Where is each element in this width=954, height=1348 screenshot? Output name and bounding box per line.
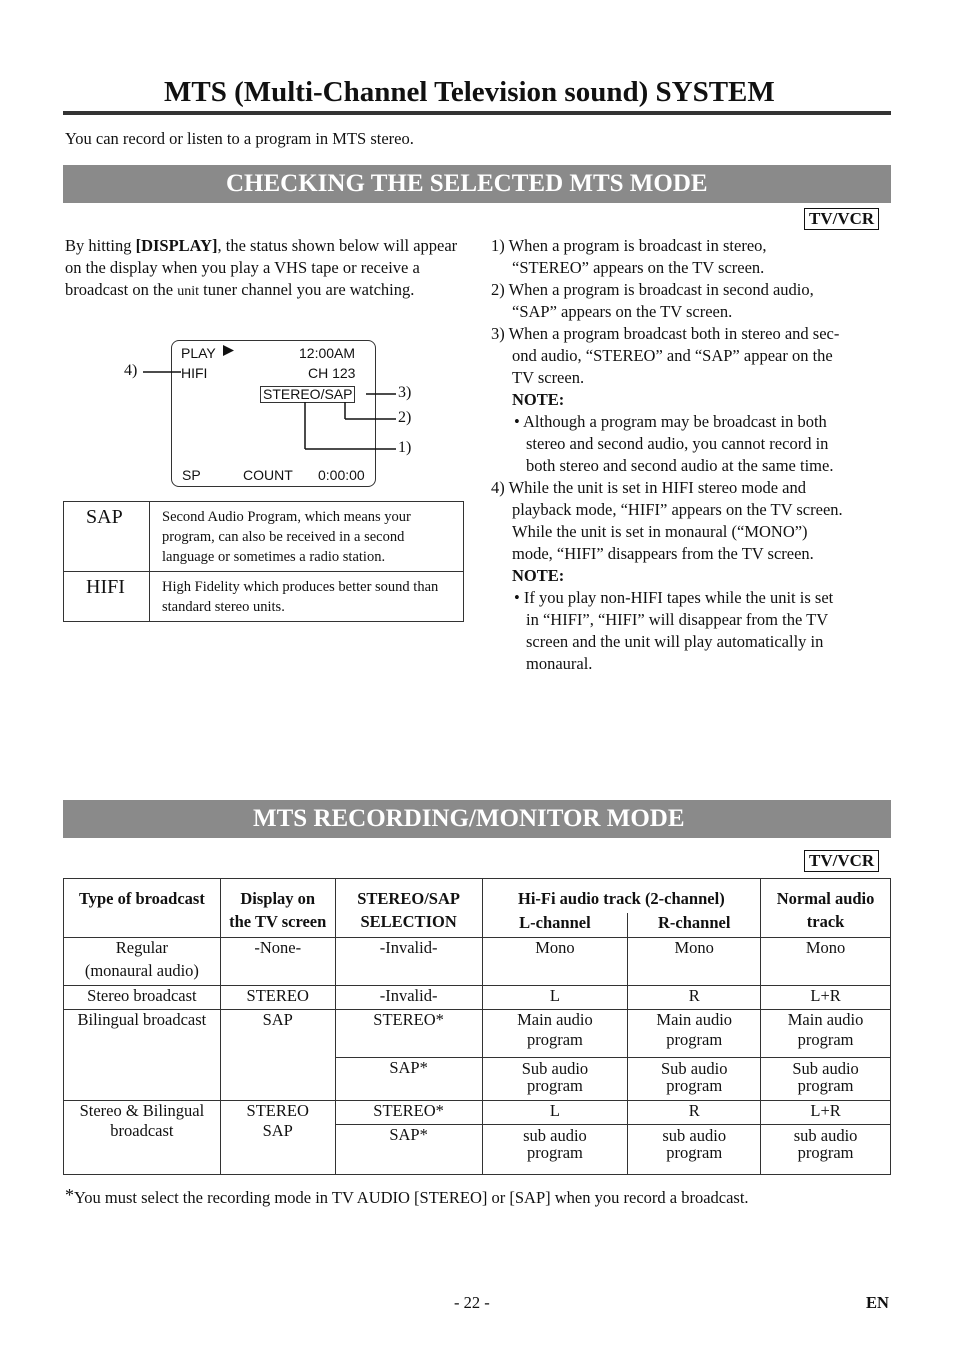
definitions-table [63,501,464,622]
language-code: EN [866,1293,889,1312]
cell-selection: STEREO* [335,1010,482,1058]
cell-normal: L+R [761,986,891,1010]
screen-play: PLAY [181,345,216,361]
list-item-cont: playback mode, “HIFI” appears on the TV screen. [512,500,843,519]
header-type: Type of broadcast [64,879,221,938]
tv-vcr-tag: TV/VCR [804,850,879,872]
list-item: 3) When a program broadcast both in stereo and sec- [491,324,840,343]
list-item-cont: “STEREO” appears on the TV screen. [512,258,765,277]
page-title: MTS (Multi-Channel Television sound) SYSTEM [164,76,775,108]
display-instructions: By hitting [DISPLAY], the status shown below will appear on the display when you play a VHS tape or receive a broadcast on the unit tuner channel you are watching. [65,236,458,299]
cell-r: R [628,1101,761,1125]
cell-type: Stereo & Bilingual broadcast [64,1101,221,1175]
cell-normal: L+R [761,1101,891,1125]
footnote: *You must select the recording mode in TV AUDIO [STEREO] or [SAP] when you record a broadcast. [65,1185,749,1207]
list-item-cont: mode, “HIFI” disappears from the TV screen. [512,544,814,563]
cell-type: Regular (monaural audio) [64,938,221,986]
cell-display: -None- [220,938,335,986]
cell-display: SAP [220,1010,335,1101]
screen-counter: 0:00:00 [318,467,365,483]
screen-speed: SP [182,467,201,483]
screen-time: 12:00AM [299,345,356,361]
note-bullet-cont: screen and the unit will play automatically in [526,632,824,651]
cell-type: Stereo broadcast [64,986,221,1010]
cell-r: sub audio program [628,1125,761,1175]
list-item: 1) When a program is broadcast in stereo, [491,236,767,255]
tv-vcr-tag: TV/VCR [804,208,879,230]
cell-l: Main audio program [482,1010,628,1058]
cell-r: Main audio program [628,1010,761,1058]
screen-channel: CH 123 [308,365,356,381]
note-bullet: • Although a program may be broadcast in both [514,412,827,431]
note-bullet: • If you play non-HIFI tapes while the unit is set [514,588,834,607]
definition-desc: High Fidelity which produces better sound than standard stereo units. [150,572,464,622]
cell-normal: sub audio program [761,1125,891,1175]
definition-row-hifi [64,572,464,622]
cell-display: STEREO [220,986,335,1010]
table-row [64,986,891,1010]
screen-count: COUNT [243,467,293,483]
note-bullet-cont: both stereo and second audio at the same time. [526,456,834,475]
callout-2: 2) [398,409,412,426]
list-item: 4) While the unit is set in HIFI stereo mode and [491,478,806,497]
list-item: 2) When a program is broadcast in second audio, [491,280,814,299]
display-key: [DISPLAY] [135,236,218,255]
callout-1: 1) [398,439,412,456]
section-heading-recording: MTS RECORDING/MONITOR MODE [63,800,891,838]
cell-selection: SAP* [335,1058,482,1101]
cell-normal: Sub audio program [761,1058,891,1101]
definition-term: SAP [64,502,150,572]
cell-l: Sub audio program [482,1058,628,1101]
cell-type: Bilingual broadcast [64,1010,221,1101]
header-selection: STEREO/SAP SELECTION [335,879,482,938]
note-bullet-cont: stereo and second audio, you cannot record in [526,434,829,453]
cell-selection: SAP* [335,1125,482,1175]
definition-row-sap [64,502,464,572]
callout-4: 4) [124,362,138,379]
cell-r: Sub audio program [628,1058,761,1101]
header-r-channel: R-channel [628,913,761,938]
cell-r: Mono [628,938,761,986]
screen-stereo-sap: STEREO/SAP [260,386,355,403]
table-row [64,1101,891,1125]
header-display: Display on the TV screen [220,879,335,938]
cell-l: Mono [482,938,628,986]
cell-normal: Main audio program [761,1010,891,1058]
list-item-cont: ond audio, “STEREO” and “SAP” appear on the [512,346,833,365]
table-row [64,938,891,986]
list-item-cont: “SAP” appears on the TV screen. [512,302,733,321]
cell-display: STEREO SAP [220,1101,335,1175]
cell-normal: Mono [761,938,891,986]
cell-selection: -Invalid- [335,986,482,1010]
header-normal: Normal audio track [761,879,891,938]
section-heading-checking: CHECKING THE SELECTED MTS MODE [63,165,891,203]
screen-hifi: HIFI [181,365,208,381]
mts-recording-table [63,878,891,1175]
header-l-channel: L-channel [482,913,628,938]
note-label: NOTE: [512,390,565,409]
note-bullet-cont: monaural. [526,654,593,673]
cell-r: R [628,986,761,1010]
cell-l: L [482,1101,628,1125]
header-hifi: Hi-Fi audio track (2-channel) [482,879,761,913]
callout-3: 3) [398,384,412,401]
cell-selection: -Invalid- [335,938,482,986]
intro-text: You can record or listen to a program in MTS stereo. [65,129,414,148]
table-row [64,1010,891,1058]
cell-l: L [482,986,628,1010]
definition-desc: Second Audio Program, which means your program, can also be received in a second language or sometimes a radio station. [150,502,464,572]
mts-status-list [491,235,891,675]
definition-term: HIFI [64,572,150,622]
note-bullet-cont: in “HIFI”, “HIFI” will disappear from the TV [526,610,829,629]
cell-selection: STEREO* [335,1101,482,1125]
footnote-mark: * [65,1185,74,1205]
list-item-cont: TV screen. [512,368,585,387]
list-item-cont: While the unit is set in monaural (“MONO”) [512,522,808,541]
note-label: NOTE: [512,566,565,585]
page-number: - 22 - [454,1293,490,1312]
cell-l: sub audio program [482,1125,628,1175]
